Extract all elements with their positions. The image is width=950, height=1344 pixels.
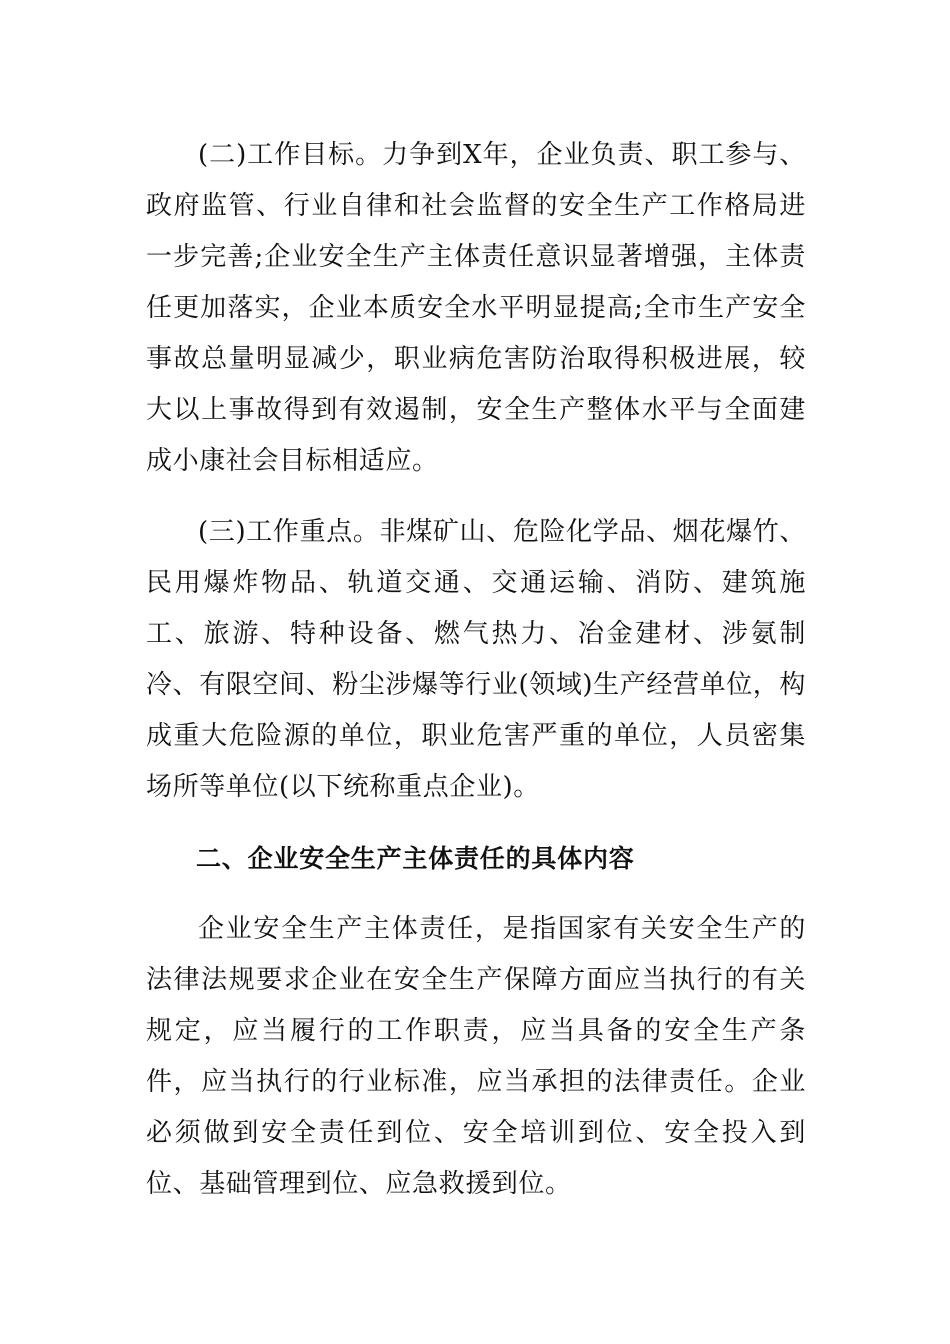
paragraph-work-goal: (二)工作目标。力争到X年，企业负责、职工参与、政府监管、行业自律和社会监督的安全生产工作格局进一步完善;企业安全生产主体责任意识显著增强，主体责任更加落实，企业本质安全水平明显提高;全市生产安全事故总量明显减少，职业病危害防治取得积极进展，较大以上事故得到有效遏制，安全生产整体水平与全面建成小康社会目标相适应。 xyxy=(146,140,806,476)
paragraph-section-content: 企业安全生产主体责任，是指国家有关安全生产的法律法规要求企业在安全生产保障方面应当执行的有关规定，应当履行的工作职责，应当具备的安全生产条件，应当执行的行业标准，应当承担的法律责任。企业必须做到安全责任到位、安全培训到位、安全投入到位、基础管理到位、应急救援到位。 xyxy=(146,914,806,1199)
paragraph-work-focus: (三)工作重点。非煤矿山、危险化学品、烟花爆竹、民用爆炸物品、轨道交通、交通运输、消防、建筑施工、旅游、特种设备、燃气热力、冶金建材、涉氨制冷、有限空间、粉尘涉爆等行业(领域)生产经营单位，构成重大危险源的单位，职业危害严重的单位，人员密集场所等单位(以下统称重点企业)。 xyxy=(146,517,806,802)
section-heading: 二、企业安全生产主体责任的具体内容 xyxy=(196,844,635,873)
document-body xyxy=(146,130,806,1210)
